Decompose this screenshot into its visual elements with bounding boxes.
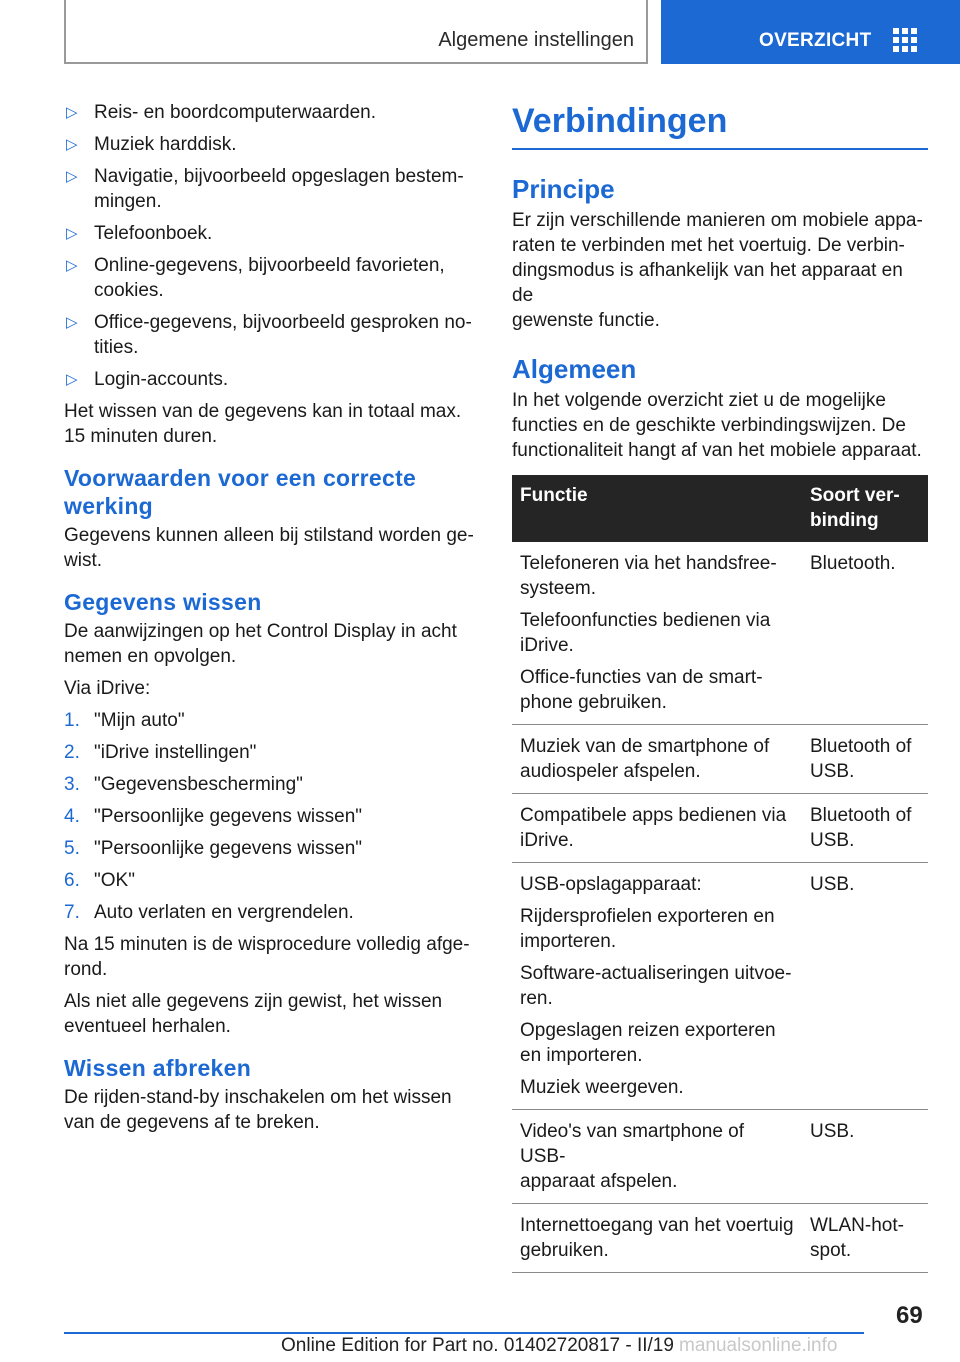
after-steps-text-2: Als niet alle gegevens zijn gewist, het wissen eventueel herhalen. xyxy=(64,991,443,1037)
list-item-text: Office-gegevens, bijvoorbeeld gesproken no- tities. xyxy=(94,312,472,358)
heading-prerequisites: Voorwaarden voor een correcte werking xyxy=(64,465,417,519)
section-title: Algemene instellingen xyxy=(438,29,634,51)
footer-divider xyxy=(64,1332,864,1334)
right-column xyxy=(512,100,928,1273)
step-item xyxy=(64,836,476,861)
function-line: Muziek van de smartphone of audiospeler afspelen. xyxy=(520,736,770,782)
list-item xyxy=(64,221,476,246)
table-cell-connection: USB. xyxy=(802,1110,928,1204)
table-cell-function xyxy=(512,1204,802,1273)
step-number: 5. xyxy=(64,838,80,859)
table-cell-connection: USB. xyxy=(802,863,928,1110)
triangle-bullet-icon: ▷ xyxy=(66,314,78,331)
heading-delete-data: Gegevens wissen xyxy=(64,589,262,615)
list-item xyxy=(64,132,476,157)
table-header-connection: Soort ver- binding xyxy=(802,475,928,542)
function-line: Video's van smartphone of USB- apparaat afspelen. xyxy=(520,1121,745,1192)
triangle-bullet-icon: ▷ xyxy=(66,225,78,242)
footer-watermark: manualsonline.info xyxy=(679,1335,838,1356)
table-cell-connection: Bluetooth. xyxy=(802,542,928,725)
list-item-text: Telefoonboek. xyxy=(94,223,213,244)
step-number: 2. xyxy=(64,742,80,763)
list-item xyxy=(64,310,476,360)
heading-general: Algemeen xyxy=(512,354,637,384)
header-section-tab[interactable] xyxy=(64,0,648,64)
step-number: 4. xyxy=(64,806,80,827)
function-line: Telefoonfuncties bedienen via iDrive. xyxy=(520,610,771,656)
step-text: "OK" xyxy=(94,870,135,891)
step-number: 1. xyxy=(64,710,80,731)
triangle-bullet-icon: ▷ xyxy=(66,136,78,153)
overview-label: OVERZICHT xyxy=(759,30,872,51)
function-line: Compatibele apps bedienen via iDrive. xyxy=(520,805,787,851)
table-row xyxy=(512,794,928,863)
function-line: Rijdersprofielen exporteren en importeren. xyxy=(520,906,775,952)
table-row xyxy=(512,542,928,725)
step-list xyxy=(64,708,476,925)
bullet-list xyxy=(64,100,476,392)
triangle-bullet-icon: ▷ xyxy=(66,168,78,185)
table-cell-function xyxy=(512,1110,802,1204)
triangle-bullet-icon: ▷ xyxy=(66,257,78,274)
triangle-bullet-icon: ▷ xyxy=(66,371,78,388)
triangle-bullet-icon: ▷ xyxy=(66,104,78,121)
step-item xyxy=(64,772,476,797)
delete-instructions-text: De aanwijzingen op het Control Display in acht nemen en opvolgen. xyxy=(64,621,457,667)
step-item xyxy=(64,740,476,765)
step-text: "Persoonlijke gegevens wissen" xyxy=(94,806,363,827)
list-item-text: Login-accounts. xyxy=(94,369,229,390)
step-text: "iDrive instellingen" xyxy=(94,742,257,763)
step-text: "Gegevensbescherming" xyxy=(94,774,303,795)
overview-button[interactable] xyxy=(661,0,960,64)
footer-edition: Online Edition for Part no. 01402720817 - II/19 xyxy=(281,1335,674,1356)
table-row xyxy=(512,725,928,794)
list-item xyxy=(64,164,476,214)
step-text: Auto verlaten en vergrendelen. xyxy=(94,902,354,923)
heading-connections: Verbindingen xyxy=(512,102,728,140)
table-cell-connection: Bluetooth of USB. xyxy=(802,725,928,794)
function-line: Internettoegang van het voertuig gebruiken. xyxy=(520,1215,794,1261)
list-item-text: Online-gegevens, bijvoorbeeld favorieten, cookies. xyxy=(94,255,445,301)
wipe-duration-text: Het wissen van de gegevens kan in totaal max. 15 minuten duren. xyxy=(64,401,462,447)
function-line: Muziek weergeven. xyxy=(520,1077,684,1098)
table-row xyxy=(512,1204,928,1273)
list-item-text: Muziek harddisk. xyxy=(94,134,237,155)
table-cell-connection: WLAN-hot- spot. xyxy=(802,1204,928,1273)
function-line: USB-opslagapparaat: xyxy=(520,874,702,895)
left-column xyxy=(64,100,476,1142)
cancel-text: De rijden-stand-by inschakelen om het wissen van de gegevens af te breken. xyxy=(64,1087,452,1133)
general-text: In het volgende overzicht ziet u de mogelijke functies en de geschikte verbindingswijzen. De functionaliteit hangt af van het mobiele apparaat. xyxy=(512,390,922,461)
step-item xyxy=(64,708,476,733)
list-item xyxy=(64,367,476,392)
prerequisites-text: Gegevens kunnen alleen bij stilstand worden ge- wist. xyxy=(64,525,474,571)
heading-divider xyxy=(512,148,928,150)
via-idrive-text: Via iDrive: xyxy=(64,678,151,699)
function-line: Office-functies van de smart- phone gebruiken. xyxy=(520,667,763,713)
function-line: Opgeslagen reizen exporteren en importeren. xyxy=(520,1020,776,1066)
step-number: 6. xyxy=(64,870,80,891)
step-item xyxy=(64,804,476,829)
list-item xyxy=(64,100,476,125)
table-cell-function xyxy=(512,542,802,725)
step-item xyxy=(64,868,476,893)
connections-table xyxy=(512,475,928,1273)
table-cell-function xyxy=(512,794,802,863)
page-number: 69 xyxy=(896,1302,923,1329)
step-number: 7. xyxy=(64,902,80,923)
table-cell-connection: Bluetooth of USB. xyxy=(802,794,928,863)
after-steps-text-1: Na 15 minuten is de wisprocedure volledig afge- rond. xyxy=(64,934,470,980)
list-item-text: Reis- en boordcomputerwaarden. xyxy=(94,102,376,123)
table-header-row xyxy=(512,475,928,542)
list-item xyxy=(64,253,476,303)
step-text: "Persoonlijke gegevens wissen" xyxy=(94,838,363,859)
function-line: Software-actualiseringen uitvoe- ren. xyxy=(520,963,792,1009)
table-header-function: Functie xyxy=(512,475,802,542)
table-cell-function xyxy=(512,725,802,794)
heading-principle: Principe xyxy=(512,174,615,204)
list-item-text: Navigatie, bijvoorbeeld opgeslagen bestem- mingen. xyxy=(94,166,464,212)
step-text: "Mijn auto" xyxy=(94,710,185,731)
table-row xyxy=(512,1110,928,1204)
table-row xyxy=(512,863,928,1110)
heading-cancel-delete: Wissen afbreken xyxy=(64,1055,252,1081)
function-line: Telefoneren via het handsfree- systeem. xyxy=(520,553,777,599)
grid-icon xyxy=(893,28,917,52)
table-cell-function xyxy=(512,863,802,1110)
step-number: 3. xyxy=(64,774,80,795)
principle-text: Er zijn verschillende manieren om mobiele appa- raten te verbinden met het voertuig. De verbin- dingsmodus is afhankelijk van het apparaat en de gewenste functie. xyxy=(512,210,923,331)
step-item xyxy=(64,900,476,925)
